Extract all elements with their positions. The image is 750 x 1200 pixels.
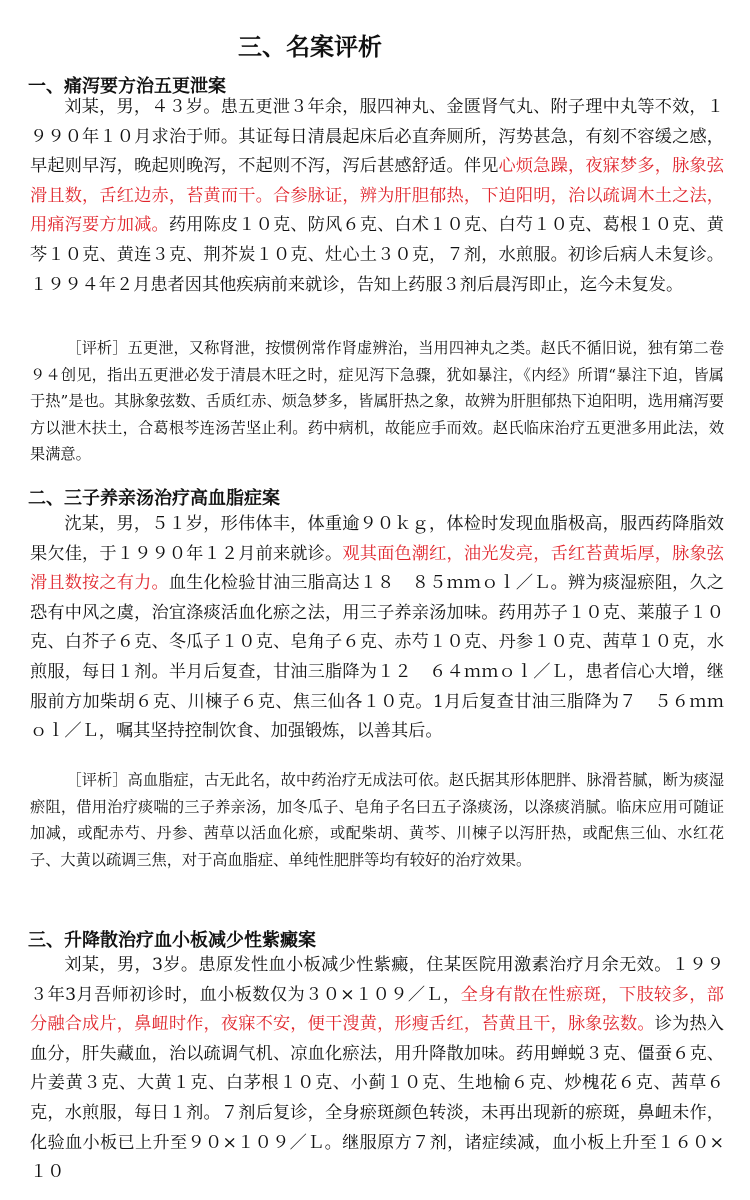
- section-3-case: [30, 951, 724, 1188]
- section-2-case-highlight: 观其面色潮红，油光发亮，舌红苔黄垢厚，脉象弦滑且数按之有力。: [30, 543, 724, 594]
- section-2-case: [30, 510, 724, 747]
- section-2-case-text-continued: 血生化检验甘油三脂高达１８ ８５ｍｍｏｌ／Ｌ。辨为痰湿瘀阻，久之恐有中风之虞，治宜涤痰活血化瘀之法，用三子养亲汤加味。药用苏子１０克、莱菔子１０克、白芥子６克、冬瓜子１０克、皂角子６克、赤芍１０克、丹参１０克、茜草１０克，水煎服，每日１剂。半月后复查，甘油三脂降为１２ ６４ｍｍｏｌ／Ｌ，患者信心大增，继服前方加柴胡６克、川楝子６克、焦三仙各１０克。1月后复查甘油三脂降为７ ５６ｍｍｏｌ／Ｌ，嘱其坚持控制饮食、加强锻炼，以善其后。: [30, 573, 724, 742]
- page-title: 三、名案评析: [238, 33, 382, 61]
- section-1-case: [30, 93, 724, 300]
- section-3-case-text: 刘某，男，3岁。患原发性血小板减少性紫癜，住某医院用激素治疗月余无效。１９９３年3月吾师初诊时，血小板数仅为３０×１０９／Ｌ，: [30, 955, 724, 1005]
- section-1-heading: 一、痛泻要方治五更泄案: [28, 76, 226, 97]
- section-2-comment: ［评析］高血脂症，古无此名，故中药治疗无成法可依。赵氏据其形体肥胖、脉滑苔腻，断为痰湿瘀阻，借用治疗痰喘的三子养亲汤，加冬瓜子、皂角子名曰五子涤痰汤，以涤痰消腻。临床应用可随证加减，或配赤芍、丹参、茜草以活血化瘀，或配柴胡、黄芩、川楝子以泻肝热，或配焦三仙、水红花子、大黄以疏调三焦，对于高血脂症、单纯性肥胖等均有较好的治疗效果。: [30, 771, 724, 869]
- section-3-case-highlight: 全身有散在性瘀斑，下肢较多，部分融合成片，鼻衄时作，夜寐不安，便干溲黄，形瘦舌红，苔黄且干，脉象弦数。: [30, 984, 724, 1035]
- section-2-case-text: 沈某，男，５１岁，形伟体丰，体重逾９０ｋｇ，体检时发现血脂极高，服西药降脂效果欠佳，于１９９０年１２月前来就诊。: [30, 514, 724, 564]
- section-3-heading: 三、升降散治疗血小板减少性紫癜案: [28, 930, 316, 951]
- section-1-comment: ［评析］五更泄，又称肾泄，按惯例常作肾虚辨治，当用四神丸之类。赵氏不循旧说，独有第二卷９４创见，指出五更泄必发于清晨木旺之时，症见泻下急骤，犹如暴注，《内经》所谓“暴注下迫，皆属于热”是也。其脉象弦数、舌质红赤、烦急梦多，皆属肝热之象，故辨为肝胆郁热下迫阳明，选用痛泻要方以泄木扶土，合葛根芩连汤苦坚止利。药中病机，故能应手而效。赵氏临床治疗五更泄多用此法，效果满意。: [30, 339, 724, 464]
- section-3-case-text-continued: 诊为热入血分，肝失藏血，治以疏调气机、凉血化瘀法，用升降散加味。药用蝉蜕３克、僵蚕６克、片姜黄３克、大黄１克、白茅根１０克、小蓟１０克、生地榆６克、炒槐花６克、茜草６克，水煎服，每日１剂。７剂后复诊，全身瘀斑颜色转淡，未再出现新的瘀斑，鼻衄未作，化验血小板已上升至９０×１０９／Ｌ。继服原方７剂，诸症续减，血小板上升至１６０×１０: [30, 1014, 724, 1183]
- section-1-case-text: 刘某，男，４３岁。患五更泄３年余，服四神丸、金匮肾气丸、附子理中丸等不效，１９９０年１０月求治于师。其证每日清晨起床后必直奔厕所，泻势甚急，有刻不容缓之感，早起则早泻，晚起则晚泻，不起则不泻，泻后甚感舒适。伴见: [30, 97, 724, 177]
- section-1-case-text-continued: 药用陈皮１０克、防风６克、白术１０克、白芍１０克、葛根１０克、黄芩１０克、黄连３克、荆芥炭１０克、灶心土３０克，７剂，水煎服。初诊后病人未复诊。１９９４年２月患者因其他疾病前来就诊，告知上药服３剂后晨泻即止，迄今未复发。: [30, 215, 724, 295]
- section-1-case-highlight: 心烦急躁，夜寐梦多，脉象弦滑且数，舌红边赤，苔黄而干。合参脉证，辨为肝胆郁热，下迫阳明，治以疏调木土之法，用痛泻要方加减。: [30, 156, 724, 236]
- section-2-heading: 二、三子养亲汤治疗高血脂症案: [28, 488, 280, 509]
